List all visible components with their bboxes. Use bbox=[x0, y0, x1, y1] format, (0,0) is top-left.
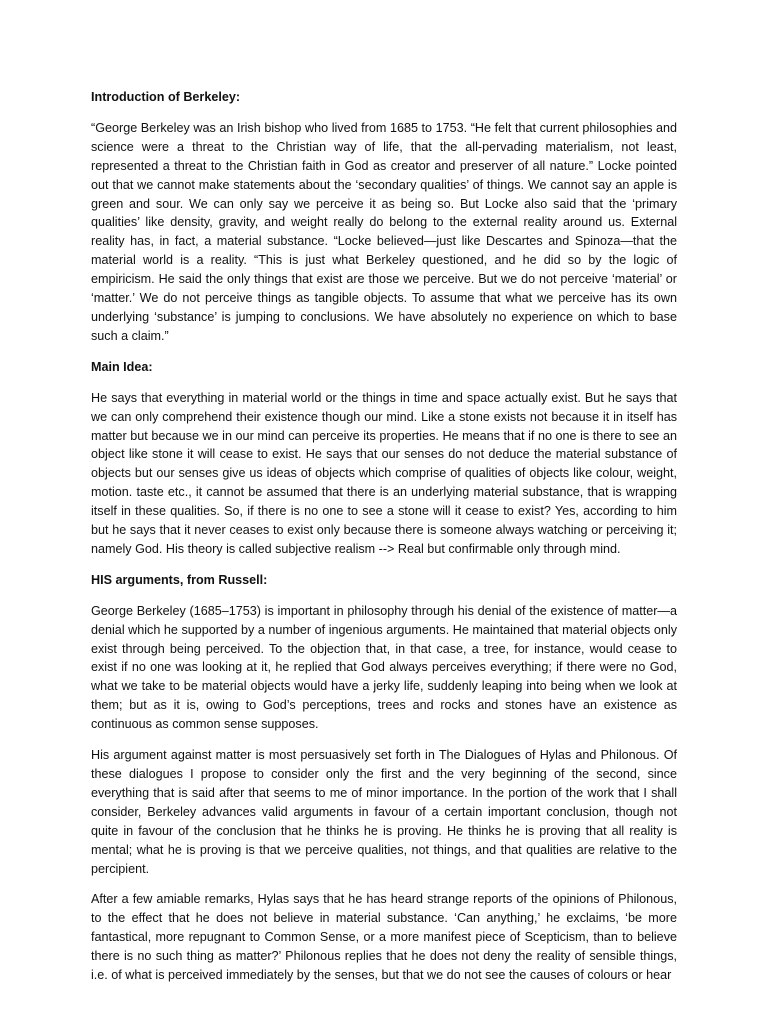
arguments-section bbox=[91, 571, 677, 985]
arguments-paragraph-2: His argument against matter is most persuasively set forth in The Dialogues of Hylas and Philonous. Of these dialogues I propose to consider only the first and the very beginning of the second, since everything that is said after that seems to me of minor importance. In the portion of the work that I shall consider, Berkeley advances valid arguments in favour of a certain important conclusion, though not quite in favour of the conclusion that he thinks he is proving. He thinks he is proving that all reality is mental; what he is proving is that we perceive qualities, not things, and that qualities are relative to the percipient. bbox=[91, 748, 677, 876]
intro-paragraph: “George Berkeley was an Irish bishop who lived from 1685 to 1753. “He felt that current philosophies and science were a threat to the Christian way of life, that the all-pervading materialism, not least, represented a threat to the Christian faith in God as creator and preserver of all nature.” Locke pointed out that we cannot make statements about the ‘secondary qualities’ of things. We cannot say an apple is green and sour. We can only say we perceive it as being so. But Locke also said that the ‘primary qualities’ like density, gravity, and weight really do belong to the external reality around us. External reality has, in fact, a material substance. “Locke believed—just like Descartes and Spinoza—that the material world is a reality. “This is just what Berkeley questioned, and he did so by the logic of empiricism. He said the only things that exist are those we perceive. But we do not perceive ‘material’ or ‘matter.’ We do not perceive things as tangible objects. To assume that what we perceive has its own underlying ‘substance’ is jumping to conclusions. We have absolutely no experience on which to base such a claim.” bbox=[91, 120, 677, 343]
main-idea-heading: Main Idea: bbox=[91, 359, 153, 374]
intro-heading: Introduction of Berkeley: bbox=[91, 90, 241, 104]
main-idea-section bbox=[91, 358, 677, 559]
main-idea-paragraph: He says that everything in material world or the things in time and space actually exist. But he says that we can only comprehend their existence though our mind. Like a stone exists not because it in itself has matter but because we in our mind can perceive its properties. He means that if no one is there to see an object like stone it will cease to exist. He says that our senses do not deduce the material substance of objects but our senses give us ideas of objects which comprise of qualities of objects like colour, weight, motion. taste etc., it cannot be assumed that there is an underlying material substance, that is wrapping itself in these qualities. So, if there is no one to see a stone will it cease to exist? Yes, according to him but he says that it never ceases to exist only because there is someone always watching or perceiving it; namely God. His theory is called subjective realism --> Real but confirmable only through mind. bbox=[91, 390, 677, 556]
arguments-heading: HIS arguments, from Russell: bbox=[91, 572, 268, 587]
arguments-paragraph-1: George Berkeley (1685–1753) is important in philosophy through his denial of the existence of matter—a denial which he supported by a number of ingenious arguments. He maintained that material objects only exist through being perceived. To the objection that, in that case, a tree, for instance, would cease to exist if no one was looking at it, he replied that God always perceives everything; if there were no God, what we take to be material objects would have a jerky life, suddenly leaping into being when we look at them; but as it is, owing to God’s perceptions, trees and rocks and stones have an existence as continuous as common sense supposes. bbox=[91, 603, 677, 732]
document-page bbox=[91, 88, 677, 997]
arguments-paragraph-3: After a few amiable remarks, Hylas says that he has heard strange reports of the opinions of Philonous, to the effect that he does not believe in material substance. ‘Can anything,’ he exclaims, ‘be more fantastical, more repugnant to Common Sense, or a more manifest piece of Scepticism, than to believe there is no such thing as matter?’ Philonous replies that he does not deny the reality of sensible things, i.e. of what is perceived immediately by the senses, but that we do not see the causes of colours or hear bbox=[91, 892, 677, 983]
intro-section bbox=[91, 88, 677, 346]
